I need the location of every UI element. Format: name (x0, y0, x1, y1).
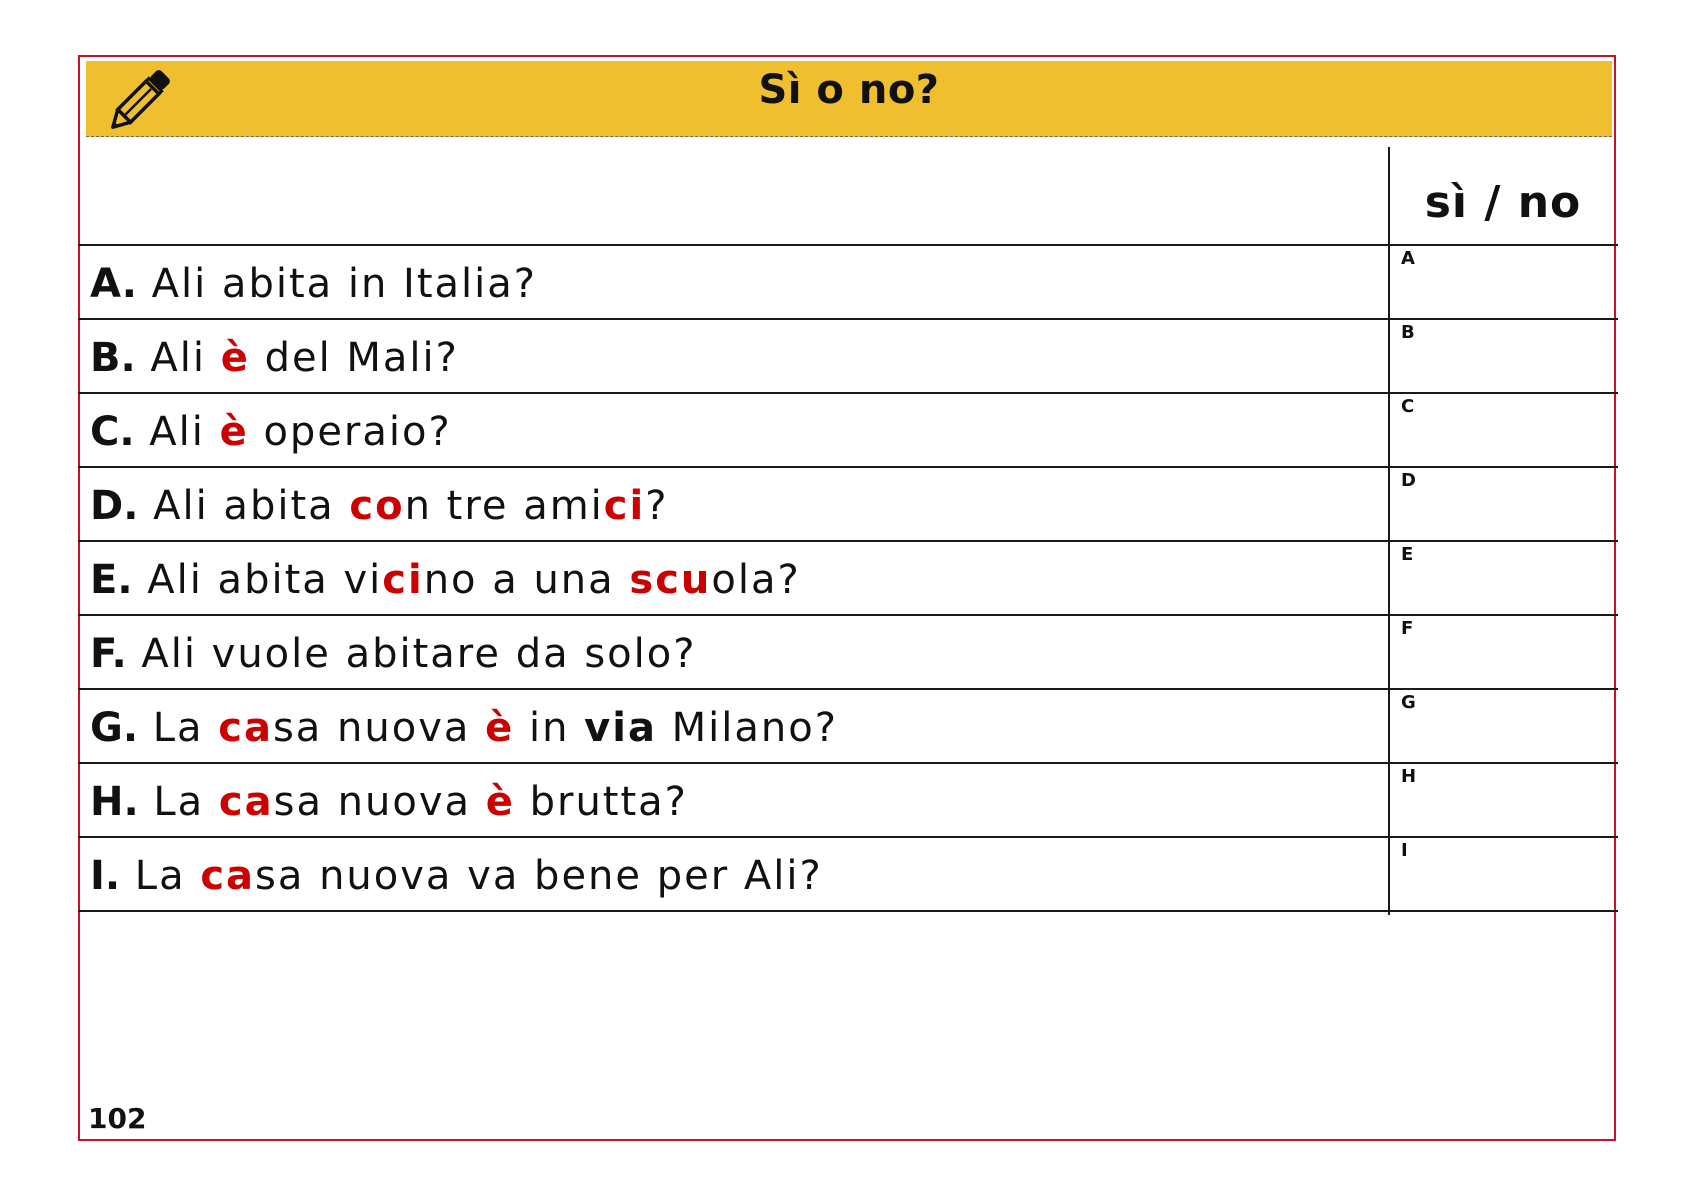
answer-cell-label[interactable]: F (1401, 618, 1414, 639)
answer-cell-label[interactable]: E (1401, 544, 1414, 565)
highlighted-syllable: ca (200, 853, 256, 899)
page-title: Sì o no? (758, 67, 940, 113)
question-fragment: sa nuova va bene per Ali? (255, 853, 823, 899)
highlighted-syllable: è (220, 335, 250, 381)
table-row (78, 244, 1618, 318)
highlighted-syllable: è (485, 705, 515, 751)
table-row (78, 540, 1618, 614)
question-fragment: Ali abita (138, 483, 350, 529)
table-row (78, 688, 1618, 762)
highlighted-syllable: scu (629, 557, 712, 603)
question-fragment: operaio? (248, 409, 452, 455)
question-fragment: La (120, 853, 201, 899)
highlighted-syllable: è (219, 409, 249, 455)
answer-cell-label[interactable]: B (1401, 322, 1415, 343)
answer-cell-label[interactable]: H (1401, 766, 1417, 787)
worksheet-card (78, 55, 1616, 1141)
question-letter: H. (90, 779, 139, 825)
question-text (90, 260, 537, 308)
question-table (78, 244, 1618, 912)
question-text (90, 704, 838, 752)
answer-cell-label[interactable]: D (1401, 470, 1416, 491)
question-letter: G. (90, 705, 139, 751)
table-row (78, 392, 1618, 466)
question-fragment: in (514, 705, 585, 751)
question-fragment: ? (645, 483, 669, 529)
question-fragment: La (138, 779, 219, 825)
question-letter: E. (90, 557, 133, 603)
question-fragment: no a una (423, 557, 630, 603)
question-fragment: Ali abita in Italia? (136, 261, 537, 307)
answer-cell-label[interactable]: A (1401, 248, 1415, 269)
highlighted-syllable: ca (218, 779, 274, 825)
answer-cell-label[interactable]: C (1401, 396, 1415, 417)
highlighted-syllable: co (349, 483, 405, 529)
table-row (78, 614, 1618, 688)
page-number: 102 (88, 1102, 147, 1135)
question-text (90, 778, 688, 826)
question-fragment: Milano? (656, 705, 838, 751)
question-text (90, 334, 459, 382)
question-text (90, 556, 801, 604)
question-letter: B. (90, 335, 136, 381)
question-fragment: Ali abita vi (132, 557, 383, 603)
highlighted-syllable: ci (382, 557, 424, 603)
header-bar (86, 61, 1612, 137)
question-text (90, 482, 668, 530)
table-row (78, 318, 1618, 392)
question-text (90, 852, 823, 900)
question-fragment: La (138, 705, 219, 751)
question-letter: C. (90, 409, 135, 455)
answer-cell-label[interactable]: G (1401, 692, 1416, 713)
question-fragment: Ali (135, 335, 221, 381)
table-row (78, 836, 1618, 912)
highlighted-syllable: ca (218, 705, 273, 751)
table-row (78, 466, 1618, 540)
question-fragment: sa nuova (272, 705, 486, 751)
table-row (78, 762, 1618, 836)
question-fragment: Ali (134, 409, 220, 455)
question-text (90, 408, 452, 456)
question-fragment: n tre ami (404, 483, 604, 529)
question-letter: I. (90, 853, 121, 899)
question-fragment: Ali vuole abitare da solo? (126, 631, 697, 677)
question-fragment: del Mali? (249, 335, 459, 381)
highlighted-syllable: ci (603, 483, 646, 529)
highlighted-syllable: è (485, 779, 515, 825)
answer-cell-label[interactable]: I (1401, 840, 1408, 861)
question-fragment: via (584, 705, 657, 751)
question-fragment: brutta? (514, 779, 688, 825)
question-fragment: ola? (711, 557, 801, 603)
question-letter: A. (90, 261, 137, 307)
question-text (90, 630, 696, 678)
question-fragment: sa nuova (273, 779, 486, 825)
answer-column-header: sì / no (1424, 177, 1582, 228)
question-letter: F. (90, 631, 127, 677)
question-letter: D. (90, 483, 139, 529)
